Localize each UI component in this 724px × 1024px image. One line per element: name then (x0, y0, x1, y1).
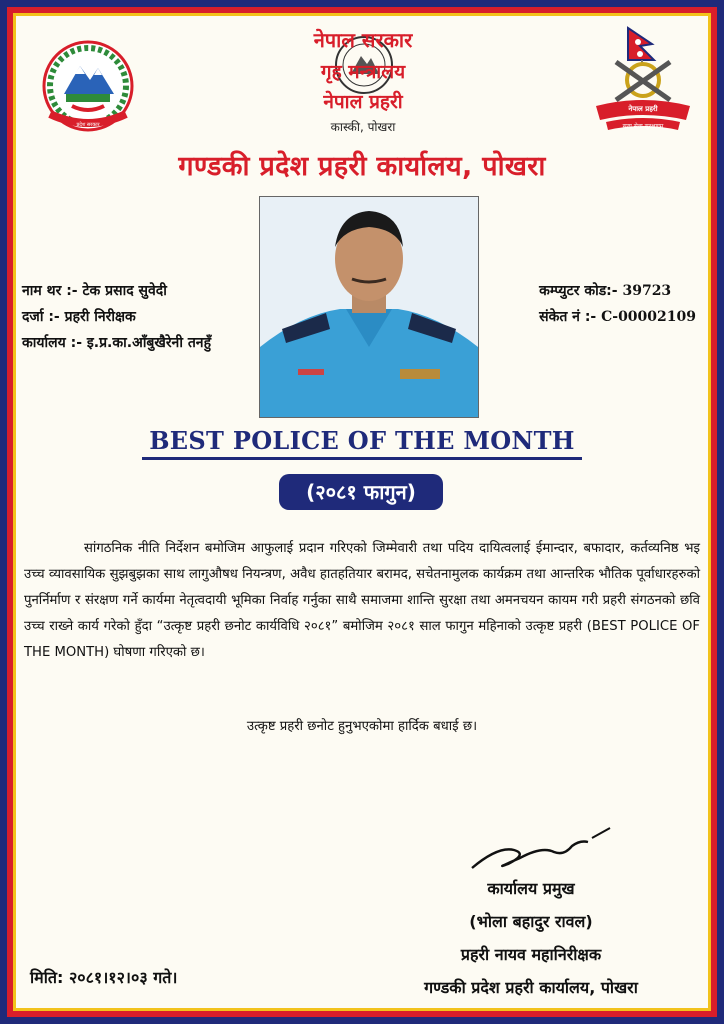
computer-code-label: कम्प्युटर कोड:- (539, 283, 623, 299)
symbol-no-label: संकेत नं :- (539, 309, 602, 325)
signatory-block (376, 872, 686, 1004)
signatory-rank: प्रहरी नायव महानिरीक्षक (460, 945, 602, 964)
stamp-line-police: नेपाल प्रहरी (323, 91, 403, 113)
congratulations-text: उत्कृष्ट प्रहरी छनोट हुनुभएकोमा हार्दिक बधाई छ। (246, 719, 478, 734)
award-month-badge: (२०८१ फागुन) (279, 474, 443, 510)
signature-icon (468, 816, 618, 876)
province-emblem-icon (38, 36, 138, 136)
svg-text:प्रदेश सरकार: प्रदेश सरकार (76, 122, 100, 128)
computer-code-row (539, 278, 696, 304)
stamp-line-location: कास्की, पोखरा (330, 120, 396, 134)
computer-code: 39723 (622, 283, 672, 299)
officer-name: नाम थर :- टेक प्रसाद सुवेदी (22, 283, 167, 299)
officer-details (22, 278, 211, 356)
award-title: BEST POLICE OF THE MONTH (149, 426, 575, 455)
award-title-underline (142, 457, 582, 460)
certificate (16, 16, 708, 1008)
symbol-no: C-00002109 (601, 309, 696, 325)
nepal-police-emblem-icon (588, 24, 698, 136)
officer-photo (259, 196, 479, 418)
officer-rank: दर्जा :- प्रहरी निरीक्षक (22, 309, 136, 325)
citation-text: सांगठनिक नीति निर्देशन बमोजिम आफुलाई प्रदान गरिएको जिम्मेवारी तथा पदिय दायित्वलाई ईमान्दार, बफादार, कर्तव्यनिष्ठ भइ उच्च व्यावसायिक सुझबुझका साथ लागुऔषध नियन्त्रण, अवैध हातहतियार बरामद, सचेतनामुलक कार्यक्रम तथा आन्तरिक भौतिक पूर्वाधारहरुको पुनर्निर्माण र संरक्षण गर्ने कार्यमा नेतृत्वदायी भूमिका निर्वाह गर्नुका साथै समाजमा शान्ति सुरक्षा तथा अमनचयन कायम गरी प्रहरी संगठनको छवि उच्च राख्ने कार्य गरेको हुँदा “उत्कृष्ट प्रहरी छनोट कार्यविधि २०८१” बमोजिम २०८१ साल फागुन महिनाको उत्कृष्ट प्रहरी (BEST POLICE OF THE MONTH) घोषणा गरिएको छ। (24, 541, 700, 660)
svg-text:नेपाल प्रहरी: नेपाल प्रहरी (628, 105, 658, 113)
signatory-name: (भोला बहादुर रावल) (469, 912, 593, 931)
stamp-line-govt: नेपाल सरकार (313, 28, 413, 52)
signatory-office: गण्डकी प्रदेश प्रहरी कार्यालय, पोखरा (424, 978, 638, 997)
issue-date: मिति: २०८१।१२।०३ गते। (30, 968, 178, 987)
symbol-no-row (539, 304, 696, 330)
office-stamp (288, 22, 438, 140)
stamp-line-ministry: गृह मन्त्रालय (320, 61, 406, 83)
svg-text:सत्य सेवा सुरक्षणम्: सत्य सेवा सुरक्षणम् (622, 123, 664, 130)
officer-office: कार्यालय :- इ.प्र.का.आँबुखैरेनी तनहुँ (22, 335, 211, 351)
office-title: गण्डकी प्रदेश प्रहरी कार्यालय, पोखरा (178, 151, 546, 182)
officer-codes (539, 278, 696, 330)
signatory-title: कार्यालय प्रमुख (487, 879, 575, 898)
